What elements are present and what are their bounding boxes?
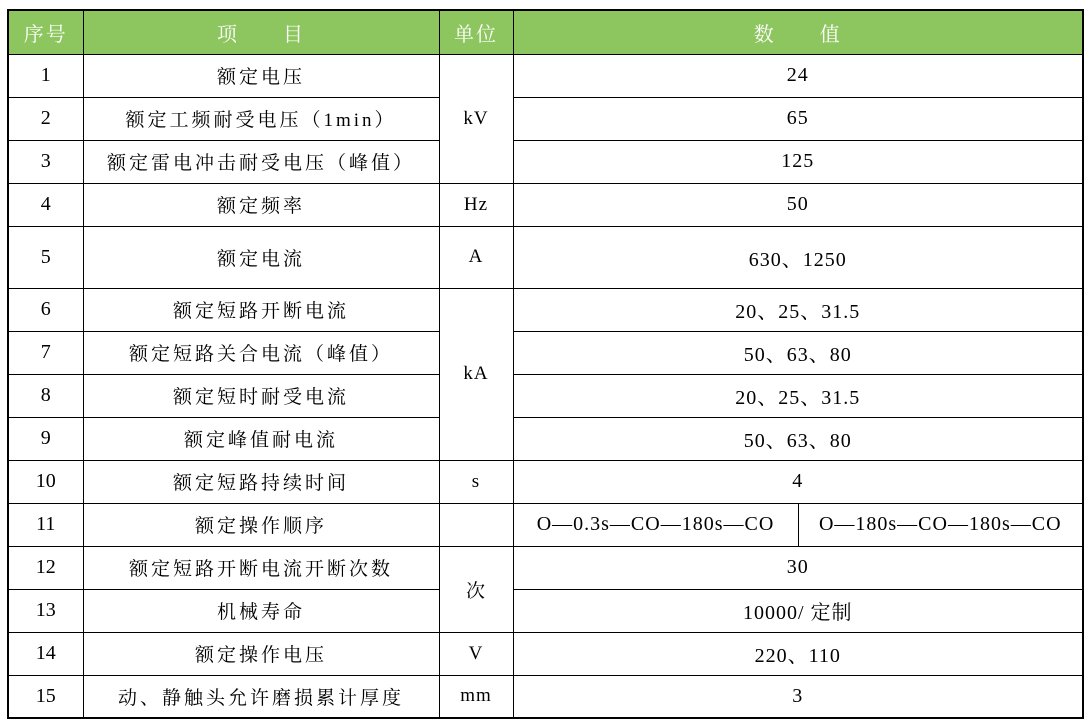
table-row xyxy=(8,140,1083,183)
row-item: 额定短时耐受电流 xyxy=(83,374,439,417)
row-value: 125 xyxy=(513,140,1083,183)
unit-s-cell: s xyxy=(439,460,513,503)
table-row xyxy=(8,54,1083,97)
row-serial: 5 xyxy=(8,226,83,288)
row-value: 20、25、31.5 xyxy=(513,288,1083,331)
row-value: 50 xyxy=(513,183,1083,226)
row-item: 机械寿命 xyxy=(83,589,439,632)
spec-table xyxy=(7,9,1084,719)
row-serial: 14 xyxy=(8,632,83,675)
row-item: 额定短路开断电流开断次数 xyxy=(83,546,439,589)
row-item: 额定短路开断电流 xyxy=(83,288,439,331)
unit-v-cell: V xyxy=(439,632,513,675)
unit-mm-cell: mm xyxy=(439,675,513,718)
unit-kv-cell: kV xyxy=(439,54,513,183)
table-row xyxy=(8,226,1083,288)
row-serial: 11 xyxy=(8,503,83,546)
table-row xyxy=(8,417,1083,460)
unit-ci-cell: 次 xyxy=(439,546,513,632)
row-value: 10000/ 定制 xyxy=(513,589,1083,632)
row-value: 24 xyxy=(513,54,1083,97)
row-value: 20、25、31.5 xyxy=(513,374,1083,417)
row-serial: 1 xyxy=(8,54,83,97)
table-row xyxy=(8,632,1083,675)
row-item: 额定频率 xyxy=(83,183,439,226)
table-row xyxy=(8,503,1083,546)
row-value: 3 xyxy=(513,675,1083,718)
table-row xyxy=(8,589,1083,632)
unit-a-cell: A xyxy=(439,226,513,288)
row-serial: 6 xyxy=(8,288,83,331)
row-serial: 10 xyxy=(8,460,83,503)
row-serial: 12 xyxy=(8,546,83,589)
row-value: 50、63、80 xyxy=(513,417,1083,460)
row-item: 额定短路关合电流（峰值） xyxy=(83,331,439,374)
row-item: 额定工频耐受电压（1min） xyxy=(83,97,439,140)
row-value: 4 xyxy=(513,460,1083,503)
unit-ka-cell: kA xyxy=(439,288,513,460)
row-serial: 9 xyxy=(8,417,83,460)
row-value-right: O—180s—CO—180s—CO xyxy=(798,503,1083,546)
header-col-serial: 序号 xyxy=(8,10,83,54)
table-header-row xyxy=(8,10,1083,54)
table-row xyxy=(8,460,1083,503)
table-row xyxy=(8,97,1083,140)
table-row xyxy=(8,546,1083,589)
row-value: 630、1250 xyxy=(513,226,1083,288)
row-serial: 15 xyxy=(8,675,83,718)
row-item: 额定雷电冲击耐受电压（峰值） xyxy=(83,140,439,183)
row-item: 额定电压 xyxy=(83,54,439,97)
row-item: 额定电流 xyxy=(83,226,439,288)
table-row xyxy=(8,675,1083,718)
row-value: 50、63、80 xyxy=(513,331,1083,374)
row-serial: 7 xyxy=(8,331,83,374)
unit-blank-cell xyxy=(439,503,513,546)
row-item: 额定操作顺序 xyxy=(83,503,439,546)
row-serial: 8 xyxy=(8,374,83,417)
table-row xyxy=(8,374,1083,417)
row-value: 220、110 xyxy=(513,632,1083,675)
unit-hz-cell: Hz xyxy=(439,183,513,226)
row-serial: 13 xyxy=(8,589,83,632)
row-value: 30 xyxy=(513,546,1083,589)
row-item: 动、静触头允许磨损累计厚度 xyxy=(83,675,439,718)
header-col-item: 项 目 xyxy=(83,10,439,54)
row-serial: 2 xyxy=(8,97,83,140)
table-row xyxy=(8,331,1083,374)
row-item: 额定短路持续时间 xyxy=(83,460,439,503)
table-row xyxy=(8,288,1083,331)
row-value-left: O—0.3s—CO—180s—CO xyxy=(513,503,798,546)
header-col-unit: 单位 xyxy=(439,10,513,54)
row-value: 65 xyxy=(513,97,1083,140)
row-serial: 3 xyxy=(8,140,83,183)
table-row xyxy=(8,183,1083,226)
row-item: 额定操作电压 xyxy=(83,632,439,675)
row-item: 额定峰值耐电流 xyxy=(83,417,439,460)
row-serial: 4 xyxy=(8,183,83,226)
header-col-value: 数 值 xyxy=(513,10,1083,54)
